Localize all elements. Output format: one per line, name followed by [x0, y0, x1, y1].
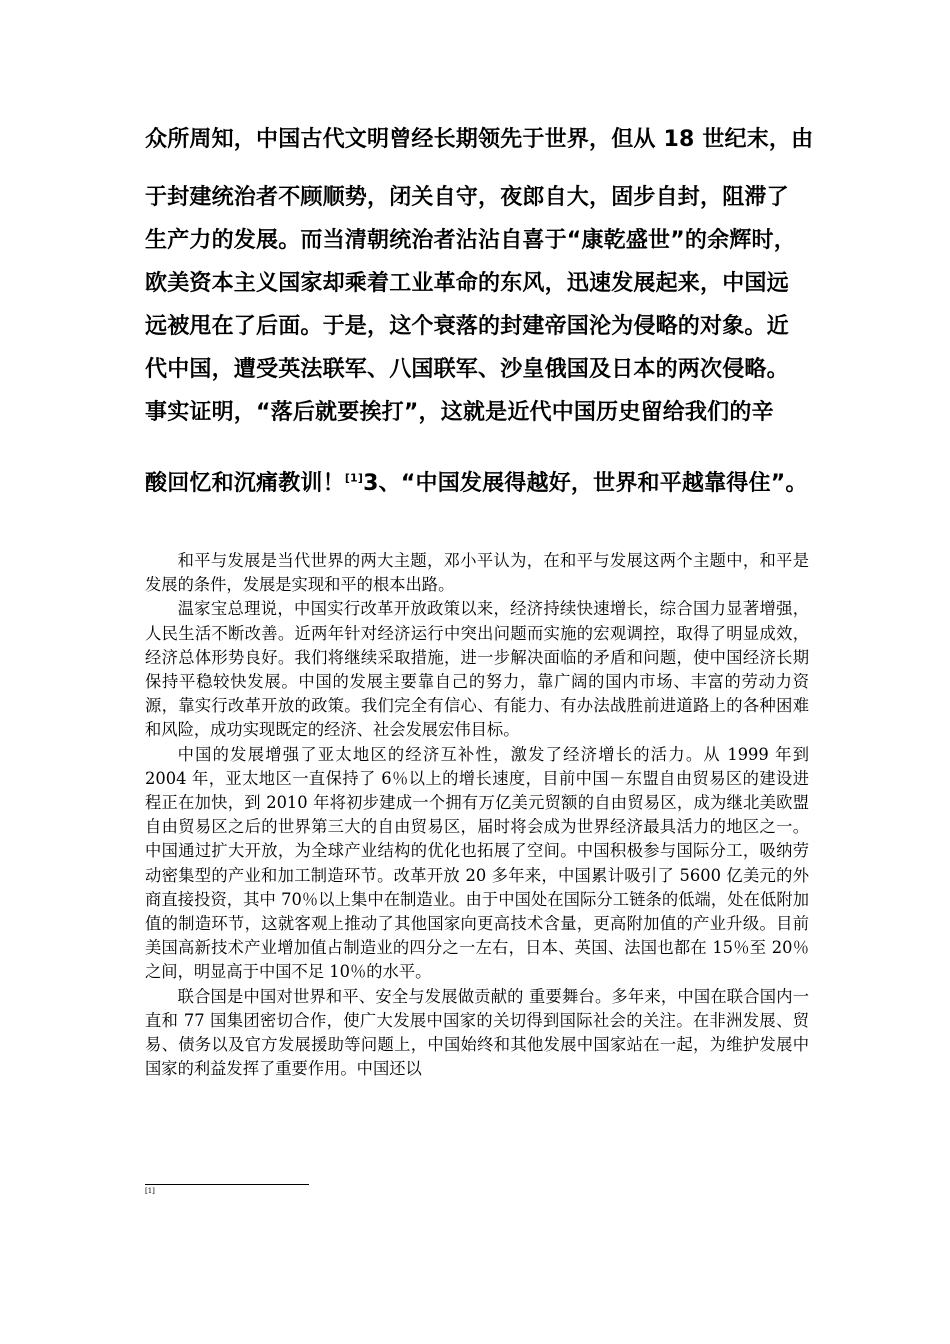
footnote-marker: [1]: [145, 1187, 155, 1195]
heading-line: 生产力的发展。而当清朝统治者沾沾自喜于“康乾盛世”的余辉时，: [145, 228, 796, 253]
paragraph: 中国的发展增强了亚太地区的经济互补性，激发了经济增长的活力。从 1999 年到 2004 年，亚太地区一直保持了 6％以上的增长速度，目前中国－东盟自由贸易区的建设进程正在加快，到 2010 年将初步建成一个拥有万亿美元贸额的自由贸易区，成为继北美欧盟自由贸易区之后的世界第三大的自由贸易区，届时将会成为世界经济最具活力的地区之一。中国通过扩大开放，为全球产业结构的优化也拓展了空间。中国积极参与国际分工，吸纳劳动密集型的产业和加工制造环节。改革开放 20 多年来，中国累计吸引了 5600 亿美元的外商直接投资，其中 70％以上集中在制造业。由于中国处在国际分工链条的低端，处在低附加值的制造环节，这就客观上推动了其他国家向更高技术含量，更高附加值的产业升级。目前美国高新技术产业增加值占制造业的四分之一左右，日本、英国、法国也都在 15％至 20％之间，明显高于中国不足 10％的水平。: [145, 744, 809, 982]
heading-line: 代中国，遭受英法联军、八国联军、沙皇俄国及日本的两次侵略。: [145, 357, 789, 382]
paragraph: 和平与发展是当代世界的两大主题，邓小平认为，在和平与发展这两个主题中，和平是发展的条件，发展是实现和平的根本出路。: [145, 551, 809, 595]
heading-line: 远被甩在了后面。于是，这个衰落的封建帝国沦为侵略的对象。近: [145, 314, 789, 339]
heading-line: 众所周知，中国古代文明曾经长期领先于世界，但从 18 世纪末，由: [145, 127, 814, 152]
heading-line: 欧美资本主义国家却乘着工业革命的东风，迅速发展起来，中国远: [145, 271, 789, 296]
heading-last-line: [145, 469, 808, 498]
heading-line: 酸回忆和沉痛教训！: [145, 471, 345, 496]
paragraph: 联合国是中国对世界和平、安全与发展做贡献的 重要舞台。多年来，中国在联合国内一直和 77 国集团密切合作，使广大发展中国家的关切得到国际社会的关注。在非洲发展、贸易、债务以及官方发展援助等问题上，中国始终和其他发展中国家站在一起，为维护发展中国家的利益发挥了重要作用。中国还以: [145, 986, 809, 1079]
footnote-reference[interactable]: [1]: [344, 471, 364, 485]
heading-line: 于封建统治者不顾顺势，闭关自守，夜郎自大，固步自封，阻滞了: [145, 185, 789, 210]
heading-line: 事实证明，“落后就要挨打”，这就是近代中国历史留给我们的辛: [145, 400, 774, 425]
body-text: [145, 549, 809, 1081]
section-heading: 3、“中国发展得越好，世界和平越靠得住”。: [363, 471, 808, 496]
footnote-separator: [145, 1184, 309, 1185]
paragraph: 温家宝总理说，中国实行改革开放政策以来，经济持续快速增长，综合国力显著增强，人民生活不断改善。近两年针对经济运行中突出问题而实施的宏观调控，取得了明显成效，经济总体形势良好。我们将继续采取措施，进一步解决面临的矛盾和问题，使中国经济长期保持平稳较快发展。中国的发展主要靠自己的努力，靠广阔的国内市场、丰富的劳动力资源，靠实行改革开放的政策。我们完全有信心、有能力、有办法战胜前进道路上的各种困难和风险，成功实现既定的经济、社会发展宏伟目标。: [145, 599, 809, 740]
